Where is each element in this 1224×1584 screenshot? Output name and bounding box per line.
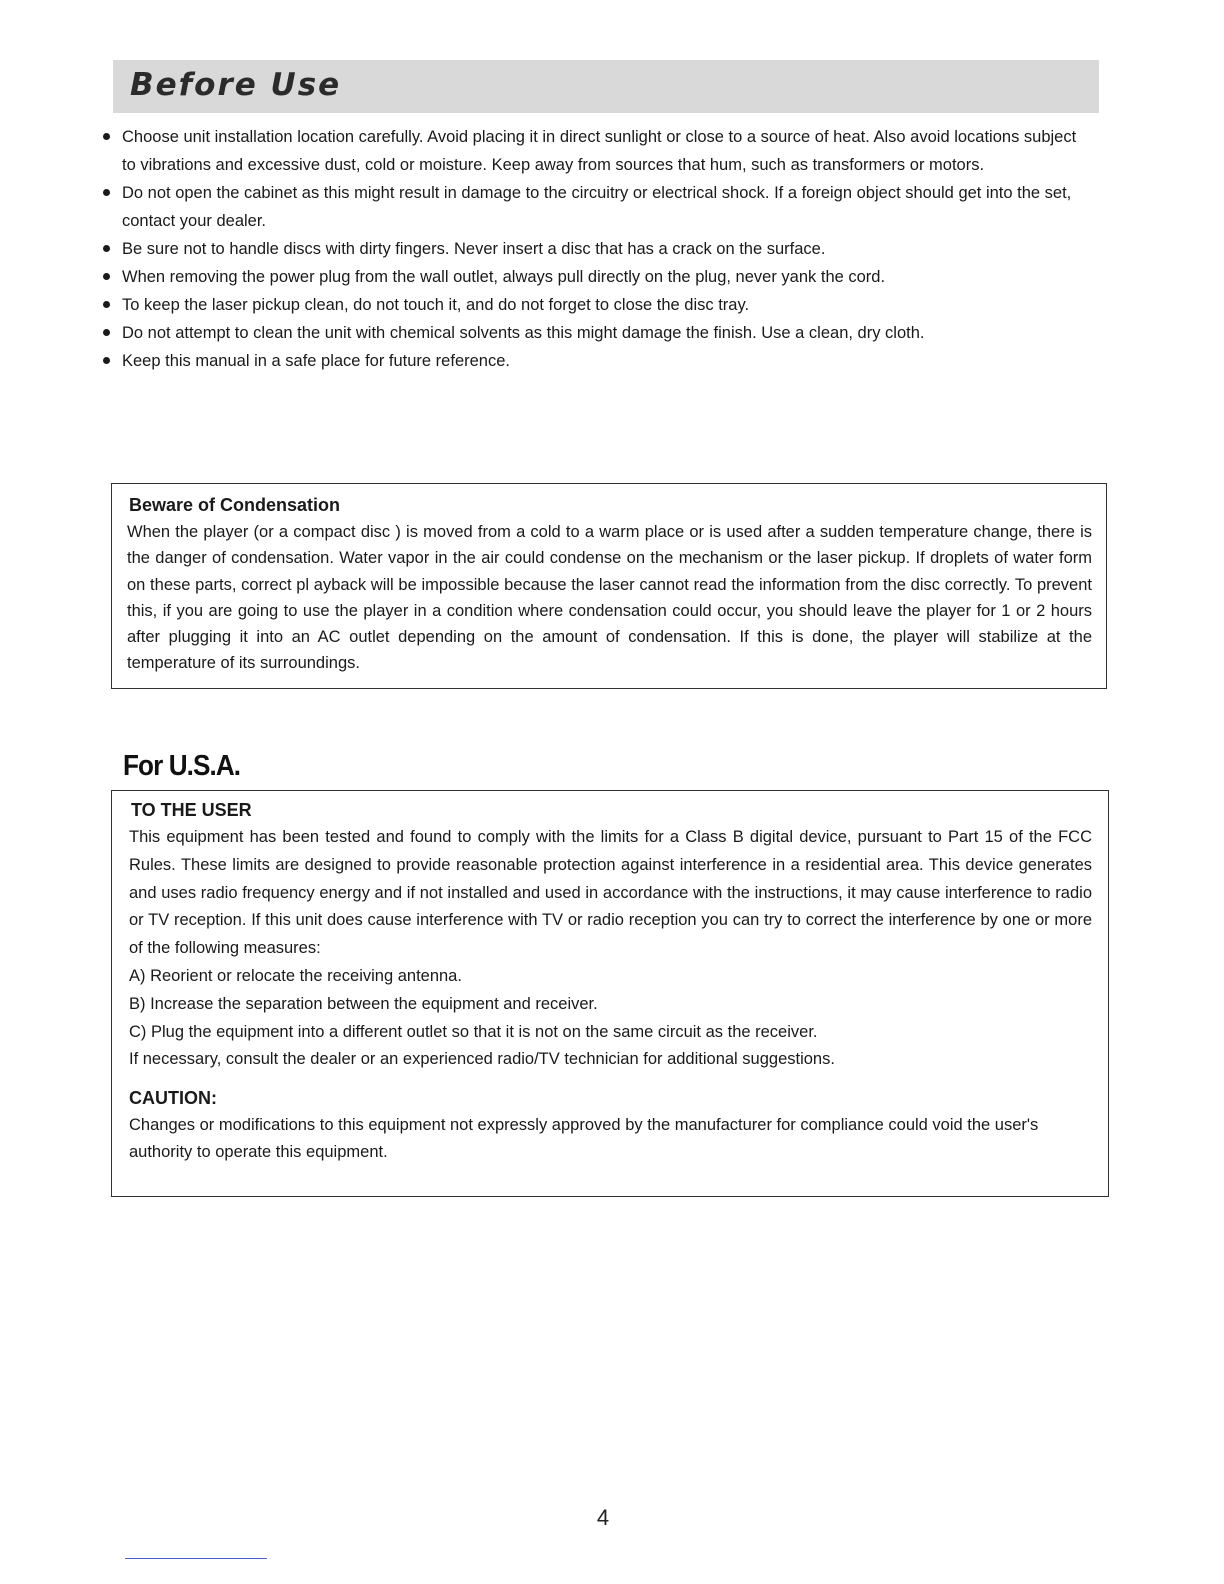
list-item bbox=[103, 319, 1093, 347]
measure-item: C) Plug the equipment into a different outlet so that it is not on the same circuit as the receiver. bbox=[129, 1022, 818, 1041]
list-item bbox=[103, 347, 1093, 375]
list-item bbox=[103, 291, 1093, 319]
page-number: 4 bbox=[596, 1505, 610, 1530]
bullet-text: Be sure not to handle discs with dirty fingers. Never insert a disc that has a crack on the surface. bbox=[122, 240, 826, 258]
measure-item: B) Increase the separation between the equipment and receiver. bbox=[129, 994, 598, 1013]
bullet-text: To keep the laser pickup clean, do not touch it, and do not forget to close the disc tray. bbox=[122, 296, 750, 314]
before-use-header bbox=[113, 60, 1099, 113]
list-item bbox=[103, 263, 1093, 291]
bullet-icon bbox=[103, 133, 110, 140]
list-item bbox=[103, 235, 1093, 263]
list-item bbox=[103, 179, 1093, 235]
consult-note: If necessary, consult the dealer or an experienced radio/TV technician for additional suggestions. bbox=[129, 1050, 835, 1069]
caution-title: CAUTION: bbox=[129, 1088, 217, 1109]
before-use-list bbox=[103, 123, 1093, 375]
measure-item: A) Reorient or relocate the receiving antenna. bbox=[129, 966, 462, 985]
bullet-text: Choose unit installation location carefully. Avoid placing it in direct sunlight or close to a source of heat. Also avoid locations subject to vibrations and excessive dust, cold or moisture. Keep away from sources that hum, such as transformers or motors. bbox=[122, 128, 1077, 174]
caution-body: Changes or modifications to this equipment not expressly approved by the manufacturer for compliance could void the user's authority to operate this equipment. bbox=[129, 1116, 1039, 1162]
bullet-text: Do not open the cabinet as this might result in damage to the circuitry or electrical shock. If a foreign object should get into the set, contact your dealer. bbox=[122, 184, 1072, 230]
usa-heading: For U.S.A. bbox=[123, 750, 241, 782]
condensation-title: Beware of Condensation bbox=[129, 495, 341, 515]
bullet-text: When removing the power plug from the wall outlet, always pull directly on the plug, never yank the cord. bbox=[122, 268, 886, 286]
bullet-icon bbox=[103, 245, 110, 252]
bullet-icon bbox=[103, 189, 110, 196]
condensation-box bbox=[111, 483, 1107, 689]
condensation-body: When the player (or a compact disc ) is moved from a cold to a warm place or is used after a sudden temperature change, there is the danger of condensation. Water vapor in the air could condense on the mechanism or the laser pickup. If droplets of water form on these parts, correct pl ayback will be impossible because the laser cannot read the information from the disc correctly. To prevent this, if you are going to use the player in a condition where condensation could occur, you should leave the player for 1 or 2 hours after plugging it into an AC outlet depending on the amount of condensation. If this is done, the player will stabilize at the temperature of its surroundings. bbox=[127, 523, 1092, 673]
bullet-icon bbox=[103, 273, 110, 280]
footer-divider bbox=[125, 1558, 267, 1559]
user-title: TO THE USER bbox=[131, 800, 252, 820]
list-item bbox=[103, 123, 1093, 179]
fcc-notice-box bbox=[111, 790, 1109, 1197]
bullet-text: Do not attempt to clean the unit with chemical solvents as this might damage the finish. Use a clean, dry cloth. bbox=[122, 324, 925, 342]
before-use-heading: Before Use bbox=[130, 67, 342, 103]
bullet-text: Keep this manual in a safe place for future reference. bbox=[122, 352, 510, 370]
bullet-icon bbox=[103, 301, 110, 308]
bullet-icon bbox=[103, 357, 110, 364]
bullet-icon bbox=[103, 329, 110, 336]
user-body: This equipment has been tested and found to comply with the limits for a Class B digital device, pursuant to Part 15 of the FCC Rules. These limits are designed to provide reasonable protection against interference in a residential area. This device generates and uses radio frequency energy and if not installed and used in accordance with the instructions, it may cause interference to radio or TV reception. If this unit does cause interference with TV or radio reception you can try to correct the interference by one or more of the following measures: bbox=[129, 828, 1092, 958]
